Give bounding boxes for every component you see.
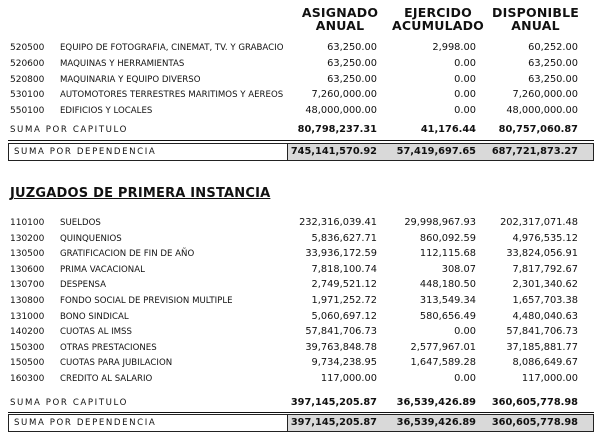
row-code: 160300 — [10, 374, 45, 384]
row-disponible: 7,817,792.67 — [512, 263, 578, 275]
row-asignado: 2,749,521.12 — [311, 279, 377, 291]
top-dependencia-label: SUMA POR DEPENDENCIA — [14, 147, 157, 157]
row-ejercido: 1,647,589.28 — [410, 357, 476, 369]
bottom-dependencia-asignado: 397,145,205.87 — [290, 417, 377, 428]
row-ejercido: 112,115.68 — [419, 248, 476, 260]
top-capitulo-ejercido: 41,176.44 — [420, 124, 476, 135]
row-ejercido: 0.00 — [454, 105, 476, 117]
top-dependencia-asignado: 745,141,570.92 — [290, 146, 377, 157]
row-asignado: 117,000.00 — [320, 373, 377, 384]
row-concept: CREDITO AL SALARIO — [60, 374, 153, 384]
row-code: 150300 — [10, 342, 45, 353]
row-ejercido: 860,092.59 — [419, 232, 476, 244]
row-concept: DESPENSA — [60, 280, 107, 291]
row-disponible: 37,185,881.77 — [506, 341, 578, 353]
row-ejercido: 313,549.34 — [419, 295, 476, 306]
row-code: 130800 — [10, 296, 45, 306]
row-asignado: 48,000,000.00 — [305, 105, 377, 117]
row-code: 150500 — [10, 358, 45, 369]
row-ejercido: 29,998,967.93 — [404, 217, 476, 228]
row-concept: BONO SINDICAL — [60, 311, 129, 322]
row-asignado: 7,818,100.74 — [311, 263, 377, 275]
row-code: 131000 — [10, 311, 45, 322]
row-code: 130200 — [10, 233, 45, 244]
top-capitulo-disponible: 80,757,060.87 — [498, 124, 578, 135]
row-asignado: 63,250.00 — [327, 42, 377, 53]
bottom-dependencia-ejercido: 36,539,426.89 — [396, 417, 476, 428]
row-concept: FONDO SOCIAL DE PREVISION MULTIPLE — [60, 296, 233, 306]
row-disponible: 63,250.00 — [528, 73, 578, 85]
row-disponible: 8,086,649.67 — [512, 357, 578, 369]
row-disponible: 117,000.00 — [521, 373, 578, 384]
row-concept: MAQUINARIA Y EQUIPO DIVERSO — [60, 74, 201, 85]
section-title: JUZGADOS DE PRIMERA INSTANCIA — [10, 186, 271, 201]
row-code: 140200 — [10, 327, 45, 338]
row-ejercido: 0.00 — [454, 73, 476, 85]
row-concept: MAQUINAS Y HERRAMIENTAS — [60, 58, 185, 69]
row-ejercido: 0.00 — [454, 326, 476, 338]
row-concept: GRATIFICACION DE FIN DE AÑO — [60, 249, 195, 260]
row-code: 550100 — [10, 106, 45, 117]
row-ejercido: 0.00 — [454, 373, 476, 384]
top-divider — [8, 140, 594, 141]
row-code: 110100 — [10, 218, 45, 228]
row-concept: CUOTAS PARA JUBILACION — [60, 358, 173, 369]
row-disponible: 48,000,000.00 — [506, 105, 578, 117]
row-asignado: 39,763,848.78 — [305, 341, 377, 353]
row-disponible: 2,301,340.62 — [512, 279, 578, 291]
row-disponible: 33,824,056.91 — [506, 248, 578, 260]
row-disponible: 202,317,071.48 — [500, 217, 578, 228]
row-concept: SUELDOS — [60, 218, 101, 228]
row-concept: PRIMA VACACIONAL — [60, 264, 145, 275]
row-asignado: 5,836,627.71 — [311, 232, 377, 244]
row-concept: QUINQUENIOS — [60, 233, 122, 244]
header-asignado: ASIGNADO ANUAL — [301, 5, 379, 33]
row-ejercido: 448,180.50 — [419, 279, 476, 291]
row-ejercido: 2,998.00 — [432, 42, 476, 53]
top-dependencia-ejercido: 57,419,697.65 — [396, 146, 476, 157]
row-ejercido: 0.00 — [454, 89, 476, 101]
row-code: 530100 — [10, 90, 45, 101]
row-disponible: 7,260,000.00 — [512, 89, 578, 101]
row-concept: EQUIPO DE FOTOGRAFIA, CINEMAT, TV. Y GRABACIO — [60, 43, 284, 53]
row-disponible: 60,252.00 — [528, 42, 578, 53]
row-disponible: 4,976,535.12 — [512, 232, 578, 244]
row-code: 520500 — [10, 43, 45, 53]
row-asignado: 33,936,172.59 — [305, 248, 377, 260]
row-disponible: 4,480,040.63 — [512, 310, 578, 322]
row-asignado: 1,971,252.72 — [311, 295, 377, 306]
row-asignado: 232,316,039.41 — [299, 217, 377, 228]
row-ejercido: 2,577,967.01 — [410, 341, 476, 353]
row-disponible: 63,250.00 — [528, 57, 578, 69]
top-capitulo-asignado: 80,798,237.31 — [297, 124, 377, 135]
row-concept: AUTOMOTORES TERRESTRES MARITIMOS Y AEREOS — [60, 90, 284, 101]
top-dependencia-disponible: 687,721,873.27 — [491, 146, 578, 157]
bottom-capitulo-asignado: 397,145,205.87 — [290, 397, 377, 408]
row-asignado: 57,841,706.73 — [305, 326, 377, 338]
row-concept: CUOTAS AL IMSS — [60, 327, 132, 338]
top-capitulo-label: SUMA POR CAPITULO — [10, 125, 129, 135]
row-ejercido: 308.07 — [441, 263, 476, 275]
row-code: 520800 — [10, 74, 45, 85]
row-asignado: 9,734,238.95 — [311, 357, 377, 369]
row-disponible: 1,657,703.38 — [512, 295, 578, 306]
bottom-capitulo-disponible: 360,605,778.98 — [491, 397, 578, 408]
bottom-dependencia-disponible: 360,605,778.98 — [491, 417, 578, 428]
header-disponible: DISPONIBLE ANUAL — [492, 5, 579, 33]
row-asignado: 63,250.00 — [327, 73, 377, 85]
row-disponible: 57,841,706.73 — [506, 326, 578, 338]
bottom-divider — [8, 412, 594, 413]
row-concept: OTRAS PRESTACIONES — [60, 342, 157, 353]
row-concept: EDIFICIOS Y LOCALES — [60, 106, 153, 117]
row-code: 520600 — [10, 58, 45, 69]
row-asignado: 63,250.00 — [327, 57, 377, 69]
row-asignado: 5,060,697.12 — [311, 310, 377, 322]
bottom-dependencia-label: SUMA POR DEPENDENCIA — [14, 418, 157, 428]
row-code: 130700 — [10, 280, 45, 291]
row-code: 130500 — [10, 249, 45, 260]
bottom-capitulo-ejercido: 36,539,426.89 — [396, 397, 476, 408]
bottom-capitulo-label: SUMA POR CAPITULO — [10, 398, 129, 408]
header-ejercido: EJERCIDO ACUMULADO — [391, 5, 485, 33]
row-asignado: 7,260,000.00 — [311, 89, 377, 101]
row-ejercido: 0.00 — [454, 57, 476, 69]
row-ejercido: 580,656.49 — [419, 310, 476, 322]
row-code: 130600 — [10, 264, 45, 275]
